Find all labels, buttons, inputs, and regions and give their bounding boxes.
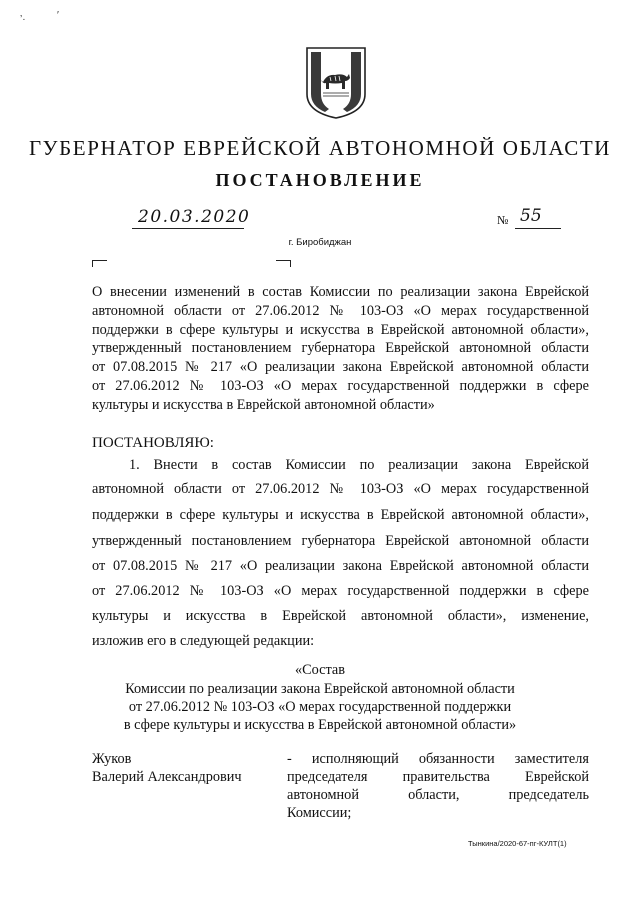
body-line: от 27.06.2012 № 103-ОЗ «О мерах государственной поддержки в сфере [92,583,589,599]
composition-heading: «Состав [294,662,346,678]
body-line: культуры и искусства в Еврейской автономной области», изменение, [92,608,589,624]
title-line: от 07.08.2015 № 217 «О реализации закона Еврейской автономной области [92,359,589,375]
title-corner-left [92,260,107,267]
body-line: поддержки в сфере культуры и искусства в Еврейской автономной области», [92,507,589,523]
city: г. Биробиджан [288,237,352,248]
composition-line: от 27.06.2012 № 103-ОЗ «О мерах государственной поддержки [128,699,512,715]
composition-line: Комиссии по реализации закона Еврейской автономной области [125,681,515,697]
document-number: 55 [520,206,542,226]
title-line: утвержденный постановлением губернатора Еврейской автономной области [92,340,589,356]
number-underline [515,228,561,229]
member-role-line: председателя правительства Еврейской [287,769,589,785]
composition-line: в сфере культуры и искусства в Еврейской автономной области» [123,717,517,733]
body-line: утвержденный постановлением губернатора Еврейской автономной области [92,533,589,549]
coat-of-arms-icon [305,46,367,120]
member-given-names: Валерий Александрович [92,769,242,785]
member-role-line: автономной области, председатель [287,787,589,803]
document-type: ПОСТАНОВЛЕНИЕ [215,170,425,190]
decree-word: ПОСТАНОВЛЯЮ: [92,435,214,451]
body-line: изложив его в следующей редакции: [92,633,315,649]
date-underline [132,228,244,229]
title-line: поддержки в сфере культуры и искусства в Еврейской автономной области», [92,322,589,338]
title-corner-right [276,260,291,267]
body-line: автономной области от 27.06.2012 № 103-ОЗ «О мерах государственной [92,481,589,497]
member-role-line: - исполняющий обязанности заместителя [287,751,589,767]
member-surname: Жуков [92,751,132,767]
member-role-line: Комиссии; [287,805,352,821]
footer-code: Тынкина/2020-67-пг-КУЛТ(1) [468,839,567,848]
scan-mark: ’· [20,14,26,25]
scan-mark: ′ [57,10,59,21]
document-date: 20.03.2020 [138,207,251,227]
body-line: от 07.08.2015 № 217 «О реализации закона Еврейской автономной области [92,558,589,574]
organization-name: ГУБЕРНАТОР ЕВРЕЙСКОЙ АВТОНОМНОЙ ОБЛАСТИ [28,136,612,160]
title-line: культуры и искусства в Еврейской автономной области» [92,397,435,413]
title-line: от 27.06.2012 № 103-ОЗ «О мерах государственной поддержки в сфере [92,378,589,394]
number-label: № [497,213,509,227]
title-line: автономной области от 27.06.2012 № 103-ОЗ «О мерах государственной [92,303,589,319]
body-line: 1. Внести в состав Комиссии по реализации закона Еврейской [129,457,589,473]
title-line: О внесении изменений в состав Комиссии по реализации закона Еврейской [92,284,589,300]
